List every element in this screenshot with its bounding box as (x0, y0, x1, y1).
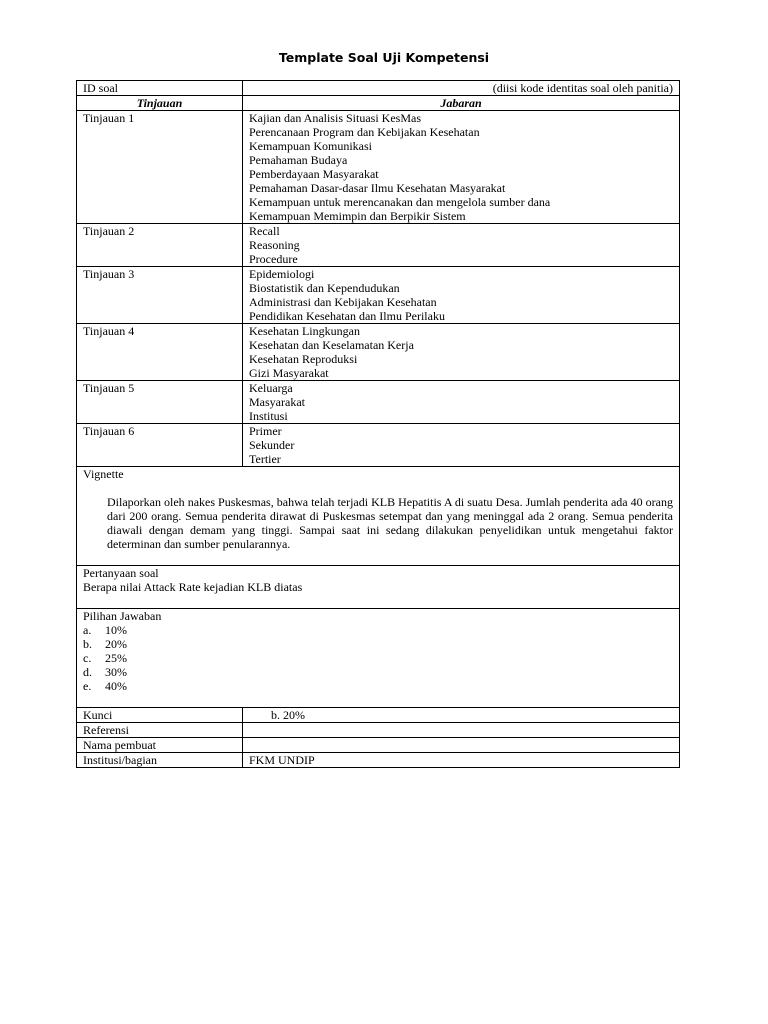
tinjauan-row-5 (77, 381, 680, 424)
tinjauan-row-4 (77, 324, 680, 381)
option-letter: b. (83, 637, 92, 651)
id-label: ID soal (77, 81, 243, 96)
document-title: Template Soal Uji Kompetensi (278, 50, 490, 65)
pertanyaan-cell (77, 566, 680, 609)
tinjauan-item: Recall (249, 224, 280, 238)
nama-pembuat-label: Nama pembuat (77, 738, 243, 753)
tinjauan-item: Kajian dan Analisis Situasi KesMas (249, 111, 421, 125)
header-tinjauan: Tinjauan (77, 96, 243, 111)
option-letter: e. (83, 679, 92, 693)
tinjauan-item: Pemahaman Dasar-dasar Ilmu Kesehatan Masyarakat (249, 181, 506, 195)
id-row (77, 81, 680, 96)
tinjauan-items (243, 224, 680, 267)
kunci-label: Kunci (77, 708, 243, 723)
tinjauan-item: Tertier (249, 452, 281, 466)
tinjauan-item: Keluarga (249, 381, 293, 395)
header-row (77, 96, 680, 111)
pilihan-label: Pilihan Jawaban (83, 609, 162, 623)
vignette-text: Dilaporkan oleh nakes Puskesmas, bahwa telah terjadi KLB Hepatitis A di suatu Desa. Jumlah penderita ada 40 orang dari 200 orang. Semua penderita dirawat di Puskesmas setempat dan yang meninggal ada 2 orang. Semua penderita diawali dengan demam yang tinggi. Sampai saat ini sedang dilakukan penyelidikan untuk mengetahui faktor determinan dan sumber penularannya. (107, 495, 673, 551)
tinjauan-item: Epidemiologi (249, 267, 315, 281)
tinjauan-row-2 (77, 224, 680, 267)
vignette-label: Vignette (83, 467, 124, 481)
institusi-row (77, 753, 680, 768)
id-value: (diisi kode identitas soal oleh panitia) (243, 81, 680, 96)
tinjauan-item: Biostatistik dan Kependudukan (249, 281, 400, 295)
tinjauan-item: Masyarakat (249, 395, 305, 409)
tinjauan-item: Reasoning (249, 238, 300, 252)
option-value: 20% (105, 637, 127, 651)
tinjauan-item: Kemampuan Komunikasi (249, 139, 372, 153)
tinjauan-item: Procedure (249, 252, 298, 266)
nama-pembuat-row (77, 738, 680, 753)
tinjauan-items (243, 381, 680, 424)
tinjauan-item: Pemberdayaan Masyarakat (249, 167, 379, 181)
tinjauan-row-1 (77, 111, 680, 224)
pertanyaan-label: Pertanyaan soal (83, 566, 159, 580)
option-value: 10% (105, 623, 127, 637)
answer-option (83, 623, 673, 637)
tinjauan-item: Sekunder (249, 438, 295, 452)
tinjauan-label: Tinjauan 3 (77, 267, 243, 324)
tinjauan-label: Tinjauan 2 (77, 224, 243, 267)
tinjauan-item: Gizi Masyarakat (249, 366, 329, 380)
tinjauan-item: Pendidikan Kesehatan dan Ilmu Perilaku (249, 309, 445, 323)
tinjauan-item: Kemampuan Memimpin dan Berpikir Sistem (249, 209, 466, 223)
tinjauan-label: Tinjauan 6 (77, 424, 243, 467)
institusi-value: FKM UNDIP (243, 753, 680, 768)
referensi-row (77, 723, 680, 738)
tinjauan-label: Tinjauan 4 (77, 324, 243, 381)
tinjauan-item: Kesehatan dan Keselamatan Kerja (249, 338, 414, 352)
nama-pembuat-value (243, 738, 680, 753)
pilihan-cell (77, 609, 680, 708)
referensi-label: Referensi (77, 723, 243, 738)
tinjauan-item: Primer (249, 424, 282, 438)
tinjauan-items (243, 424, 680, 467)
option-letter: d. (83, 665, 92, 679)
tinjauan-item: Pemahaman Budaya (249, 153, 348, 167)
tinjauan-label: Tinjauan 5 (77, 381, 243, 424)
competency-form-table (76, 80, 680, 768)
tinjauan-item: Kesehatan Reproduksi (249, 352, 358, 366)
kunci-row (77, 708, 680, 723)
header-jabaran: Jabaran (243, 96, 680, 111)
tinjauan-item: Institusi (249, 409, 288, 423)
tinjauan-row-3 (77, 267, 680, 324)
answer-options (83, 623, 673, 693)
tinjauan-items (243, 324, 680, 381)
vignette-row (77, 467, 680, 566)
pertanyaan-row (77, 566, 680, 609)
tinjauan-item: Kemampuan untuk merencanakan dan mengelola sumber dana (249, 195, 551, 209)
answer-option (83, 665, 673, 679)
tinjauan-item: Administrasi dan Kebijakan Kesehatan (249, 295, 437, 309)
answer-option (83, 637, 673, 651)
referensi-value (243, 723, 680, 738)
tinjauan-item: Kesehatan Lingkungan (249, 324, 360, 338)
answer-option (83, 679, 673, 693)
option-value: 30% (105, 665, 127, 679)
kunci-value: b. 20% (243, 708, 680, 723)
institusi-label: Institusi/bagian (77, 753, 243, 768)
answer-option (83, 651, 673, 665)
option-letter: a. (83, 623, 92, 637)
pertanyaan-text: Berapa nilai Attack Rate kejadian KLB diatas (83, 580, 303, 594)
vignette-cell (77, 467, 680, 566)
option-value: 40% (105, 679, 127, 693)
tinjauan-items (243, 111, 680, 224)
tinjauan-items (243, 267, 680, 324)
option-letter: c. (83, 651, 92, 665)
option-value: 25% (105, 651, 127, 665)
pilihan-row (77, 609, 680, 708)
tinjauan-row-6 (77, 424, 680, 467)
tinjauan-label: Tinjauan 1 (77, 111, 243, 224)
tinjauan-item: Perencanaan Program dan Kebijakan Kesehatan (249, 125, 480, 139)
